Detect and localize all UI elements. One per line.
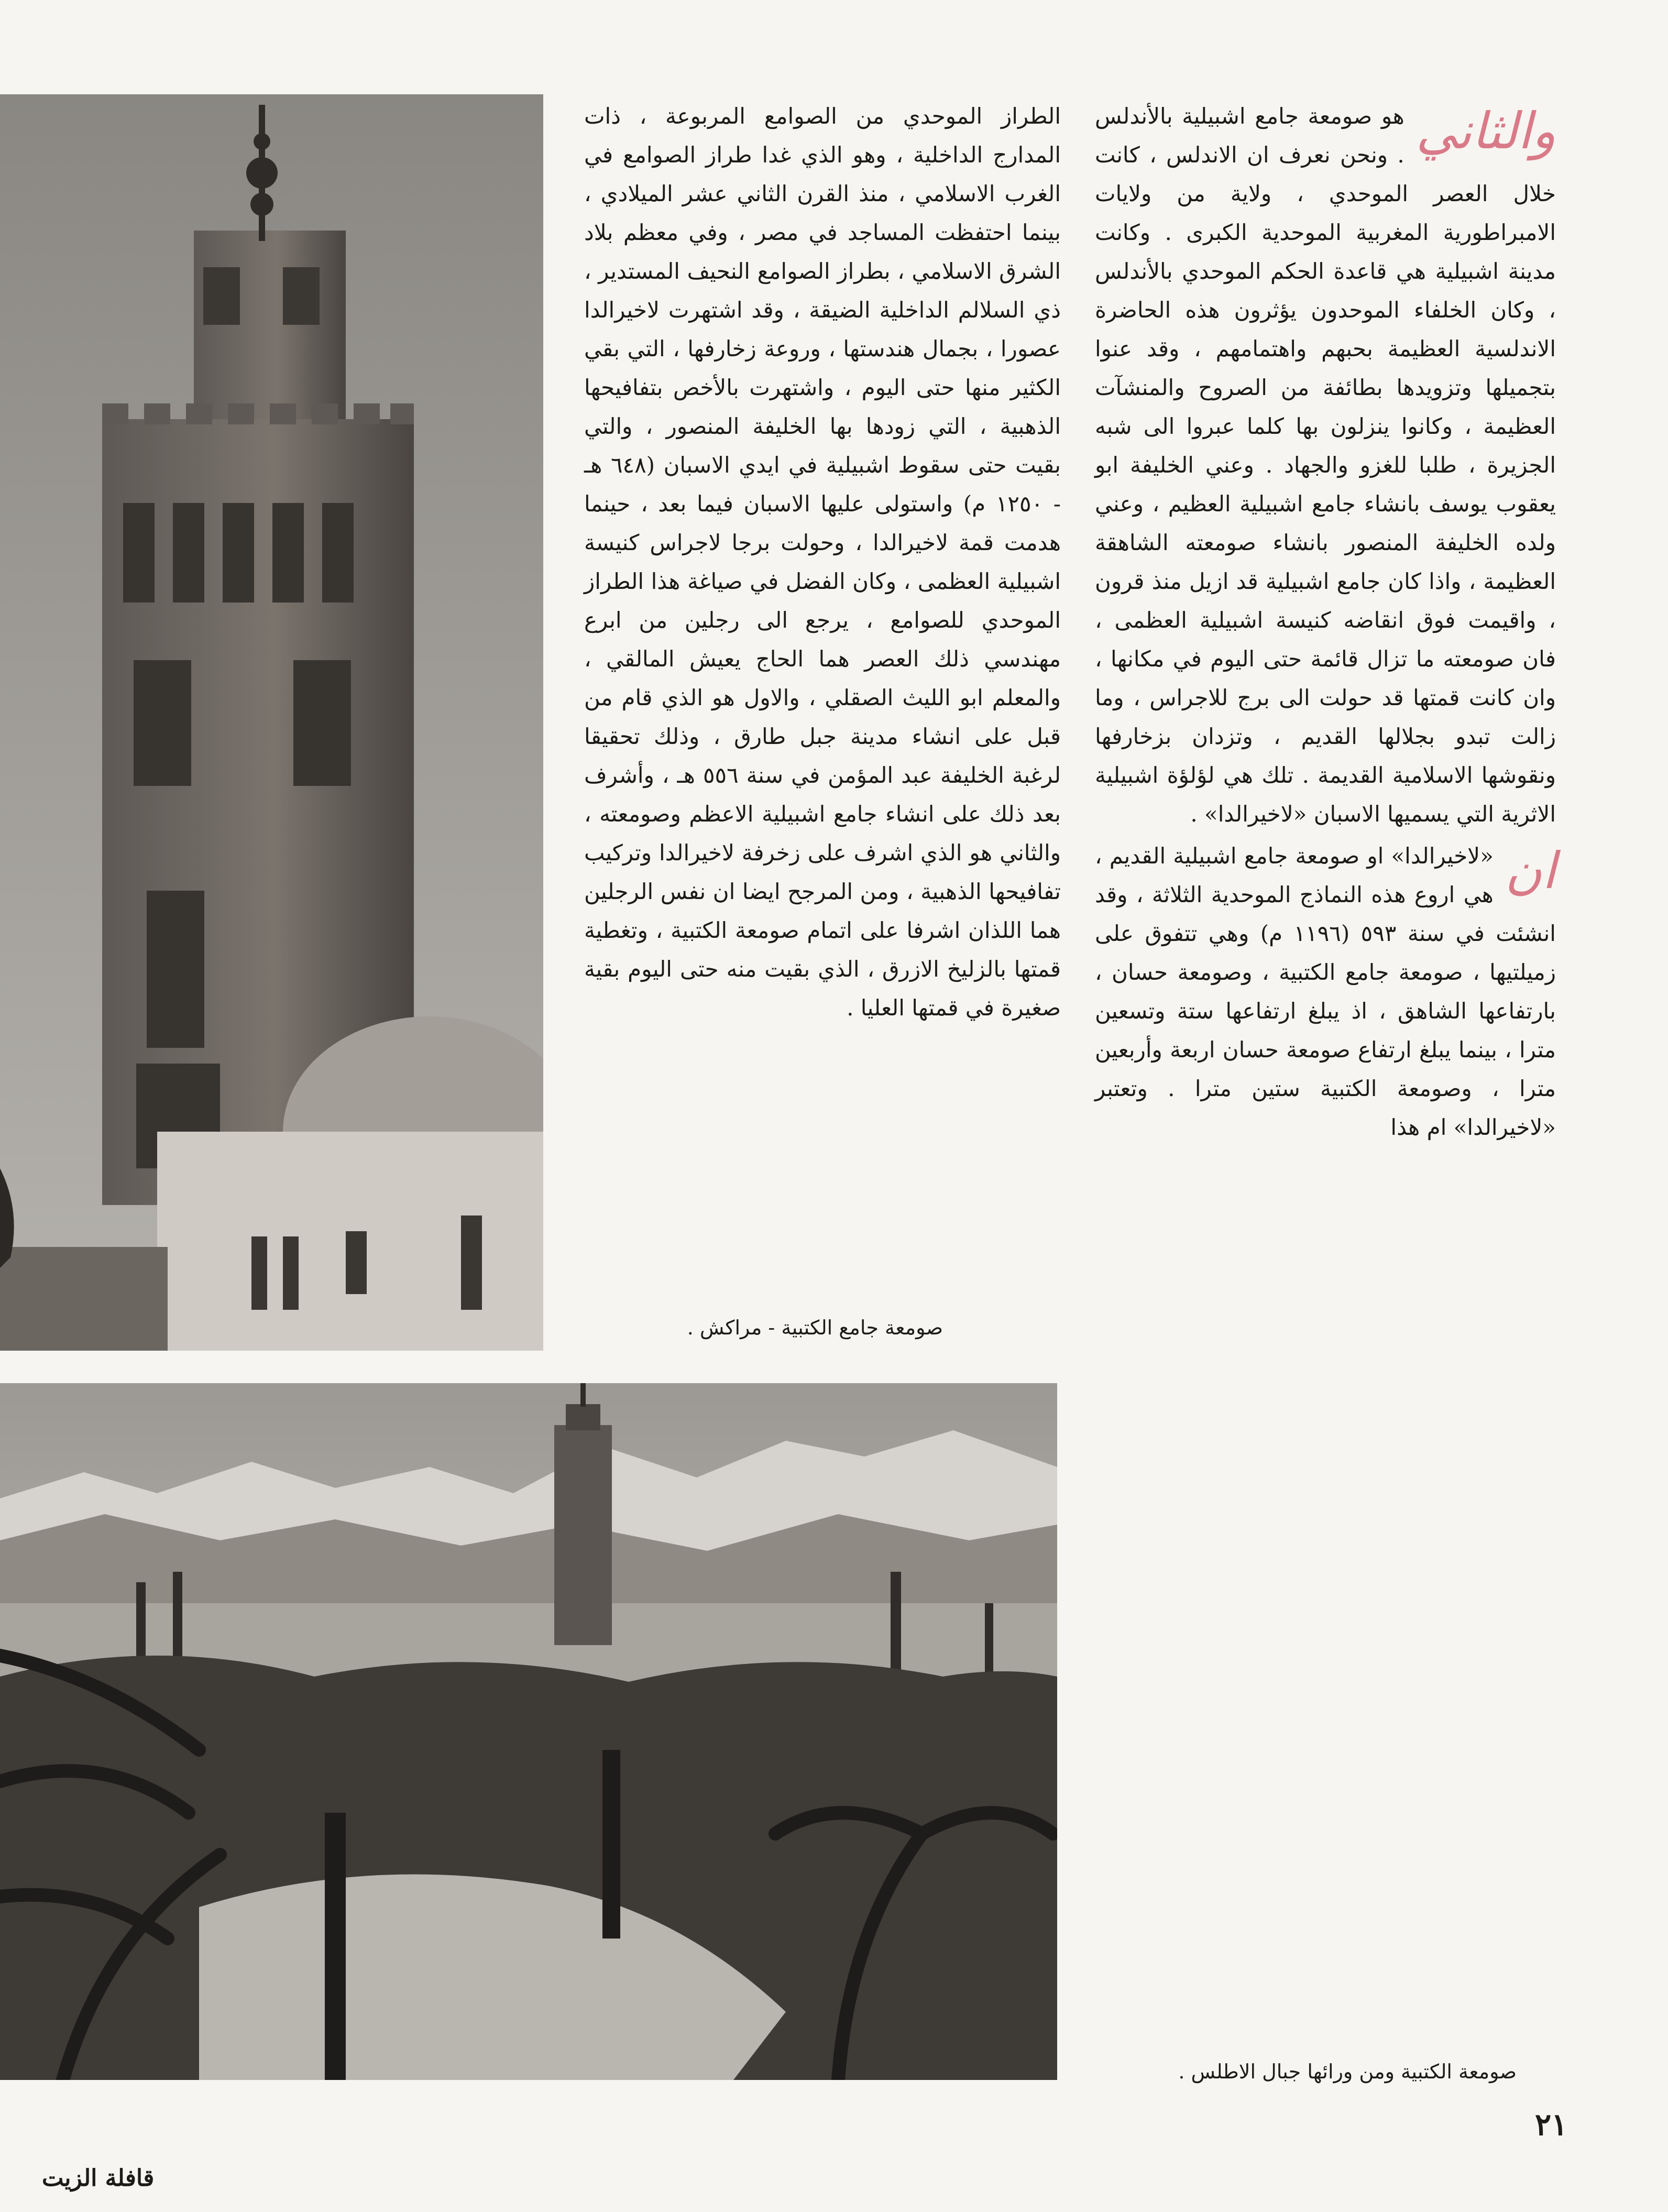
paragraph-1-text: هو صومعة جامع اشبيلية بالأندلس . ونحن نعرف ان الاندلس ، كانت خلال العصر الموحدي ، ولاية من ولايات الامبراطورية المغربية الموحدية الكبرى . وكانت مدينة اشبيلية هي قاعدة الحكم الموحدي بالأندلس ، وكان الخلفاء الموحدون يؤثرون هذه الحاضرة الاندلسية العظيمة بحبهم واهتمامهم ، وقد عنوا بتجميلها وتزويدها بطائفة من الصروح والمنشآت العظيمة ، وكانوا ينزلون بها كلما عبروا الى شبه الجزيرة ، طلبا للغزو والجهاد . وعني الخليفة ابو يعقوب يوسف بانشاء جامع اشبيلية العظيم ، وعني ولده الخليفة المنصور بانشاء صومعته الشاهقة العظيمة ، واذا كان جامع اشبيلية قد ازيل منذ قرون ، واقيمت فوق انقاضه كنيسة اشبيلية العظمى ، فان صومعته ما تزال قائمة حتى اليوم في مكانها ، وان كانت قمتها قد حولت الى برج للاجراس ، وما زالت تبدو بجلالها القديم ، وتزدان بزخارفها ونقوشها الاسلامية القديمة . تلك هي لؤلؤة اشبيلية الاثرية التي يسميها الاسبان «لاخيرالدا» .	[1095, 103, 1556, 827]
koutoubia-atlas-landscape-photo	[0, 1383, 1057, 2080]
page-number: ٢١	[1535, 2107, 1568, 2142]
landscape-illustration	[0, 1383, 1057, 2080]
paragraph-2-text: «لاخيرالدا» او صومعة جامع اشبيلية القديم ، هي اروع هذه النماذج الموحدية الثلاثة ، وقد انشئت في سنة ٥٩٣ (١١٩٦ م) وهي تتفوق على زميلتيها ، صومعة جامع الكتبية ، وصومعة حسان ، بارتفاعها الشاهق ، اذ يبلغ ارتفاعها ستة وتسعين مترا ، بينما يبلغ ارتفاع صومعة حسان اربعة وأربعين مترا ، وصومعة الكتبية ستين مترا . وتعتبر «لاخيرالدا» ام هذا	[1095, 843, 1556, 1140]
koutoubia-minaret-photo	[0, 94, 543, 1351]
article-paragraph-1	[1095, 97, 1556, 834]
landscape-photo-caption: صومعة الكتبية ومن ورائها جبال الاطلس .	[1178, 2060, 1517, 2083]
drop-word-2: ان	[1505, 841, 1556, 900]
minaret-illustration	[0, 94, 543, 1351]
magazine-name: قافلة الزيت	[42, 2165, 155, 2192]
drop-word-1: والثاني	[1415, 102, 1556, 160]
article-paragraph-2	[1095, 837, 1556, 1147]
minaret-photo-caption: صومعة جامع الكتبية - مراكش .	[687, 1316, 943, 1339]
article-column-right	[1095, 97, 1556, 1147]
middle-paragraph: الطراز الموحدي من الصوامع المربوعة ، ذات المدارج الداخلية ، وهو الذي غدا طراز الصوامع في الغرب الاسلامي ، منذ القرن الثاني عشر الميلادي ، بينما احتفظت المساجد في مصر ، وفي معظم بلاد الشرق الاسلامي ، بطراز الصوامع النحيف المستدير ، ذي السلالم الداخلية الضيقة ، وقد اشتهرت لاخيرالدا عصورا ، بجمال هندستها ، وروعة زخارفها ، التي بقي الكثير منها حتى اليوم ، واشتهرت بالأخص بتفافيحها الذهبية ، التي زودها بها الخليفة المنصور ، والتي بقيت حتى سقوط اشبيلية في ايدي الاسبان (٦٤٨ هـ - ١٢٥٠ م) واستولى عليها الاسبان فيما بعد ، حينما هدمت قمة لاخيرالدا ، وحولت برجا لاجراس كنيسة اشبيلية العظمى ، وكان الفضل في صياغة هذا الطراز الموحدي للصوامع ، يرجع الى رجلين من ابرع مهندسي ذلك العصر هما الحاج يعيش المالقي ، والمعلم ابو الليث الصقلي ، والاول هو الذي قام من قبل على انشاء مدينة جبل طارق ، وذلك تحقيقا لرغبة الخليفة عبد المؤمن في سنة ٥٥٦ هـ ، وأشرف بعد ذلك على انشاء جامع اشبيلية الاعظم وصومعته ، والثاني هو الذي اشرف على زخرفة لاخيرالدا وتركيب تفافيحها الذهبية ، ومن المرجح ايضا ان نفس الرجلين هما اللذان اشرفا على اتمام صومعة الكتبية ، وتغطية قمتها بالزليخ الازرق ، الذي بقيت منه حتى اليوم بقية صغيرة في قمتها العليا .	[584, 103, 1061, 1021]
article-column-middle	[584, 97, 1061, 1027]
